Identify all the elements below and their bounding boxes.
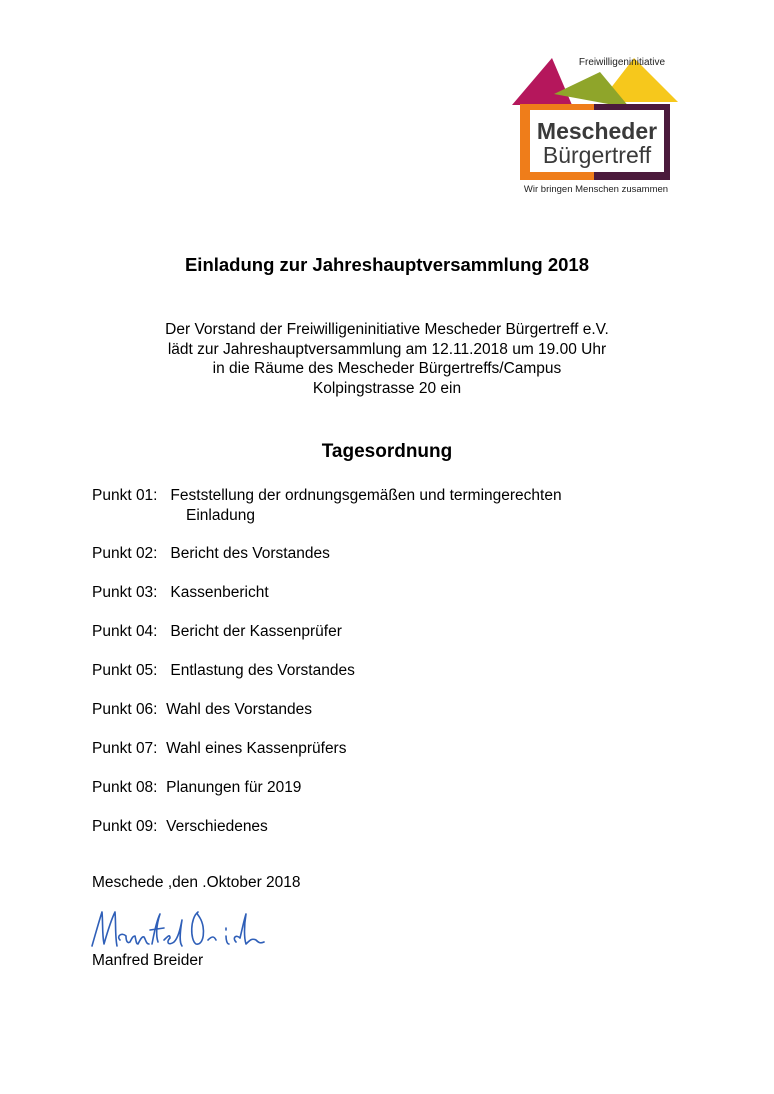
agenda-item-number: Punkt 06: — [92, 701, 158, 718]
agenda-item-number: Punkt 02: — [92, 545, 158, 562]
signature-stroke — [234, 914, 264, 944]
logo-name-line1: Mescheder — [536, 118, 658, 144]
agenda-item-number: Punkt 03: — [92, 584, 158, 601]
logo-roof-magenta — [512, 58, 572, 105]
logo-top-text: Freiwilligeninitiative — [578, 57, 666, 68]
agenda-item — [92, 739, 346, 759]
agenda-item-number: Punkt 09: — [92, 818, 158, 835]
document-title: Einladung zur Jahreshauptversammlung 2018 — [184, 254, 590, 275]
agenda-item-number: Punkt 05: — [92, 662, 158, 679]
signature-stroke — [119, 934, 149, 944]
logo-name-line2: Bürgertreff — [542, 142, 652, 168]
agenda-item-number: Punkt 04: — [92, 623, 158, 640]
intro-line: lädt zur Jahreshauptversammlung am 12.11.2018 um 19.00 Uhr — [167, 340, 607, 358]
signer-name: Manfred Breider — [92, 952, 204, 969]
agenda-title: Tagesordnung — [321, 441, 453, 462]
agenda-item-text: Feststellung der ordnungsgemäßen und termingerechten — [170, 487, 562, 504]
logo — [508, 50, 684, 200]
agenda-item — [92, 544, 330, 564]
agenda-item — [92, 583, 269, 603]
logo-slogan: Wir bringen Menschen zusammen — [523, 184, 669, 195]
agenda-item-text: Wahl eines Kassenprüfers — [166, 740, 347, 757]
logo-graphic — [508, 50, 684, 200]
intro-line: Kolpingstrasse 20 ein — [312, 379, 462, 397]
place-date: Meschede ,den .Oktober 2018 — [92, 874, 301, 891]
intro-paragraph — [0, 320, 774, 398]
agenda-item-text: Bericht der Kassenprüfer — [170, 623, 342, 640]
agenda-item — [92, 622, 342, 642]
agenda-item-text: Entlastung des Vorstandes — [170, 662, 355, 679]
agenda-item-text: Kassenbericht — [170, 584, 269, 601]
intro-line: in die Räume des Mescheder Bürgertreffs/Campus — [212, 360, 562, 377]
agenda-item-text-continued: Einladung — [186, 507, 255, 524]
signature-stroke — [92, 912, 117, 946]
intro-line: Der Vorstand der Freiwilligeninitiative Mescheder Bürgertreff e.V. — [165, 321, 609, 338]
signature-stroke — [192, 912, 204, 944]
signature-stroke — [150, 914, 164, 944]
agenda-item-text: Verschiedenes — [166, 818, 268, 835]
agenda-item — [92, 700, 312, 720]
agenda-item-number: Punkt 01: — [92, 487, 158, 504]
agenda-item-text: Planungen für 2019 — [166, 779, 302, 796]
agenda-item-number: Punkt 08: — [92, 779, 158, 796]
agenda-item — [92, 778, 301, 798]
agenda-item — [92, 486, 562, 526]
signature-graphic — [86, 900, 276, 956]
agenda-item-text: Wahl des Vorstandes — [166, 701, 313, 718]
agenda-item-number: Punkt 07: — [92, 740, 158, 757]
signature — [86, 900, 276, 956]
agenda-item-text: Bericht des Vorstandes — [170, 545, 330, 562]
signature-stroke — [164, 920, 182, 946]
agenda-item — [92, 817, 268, 837]
agenda-item — [92, 661, 355, 681]
signature-stroke — [208, 928, 229, 944]
